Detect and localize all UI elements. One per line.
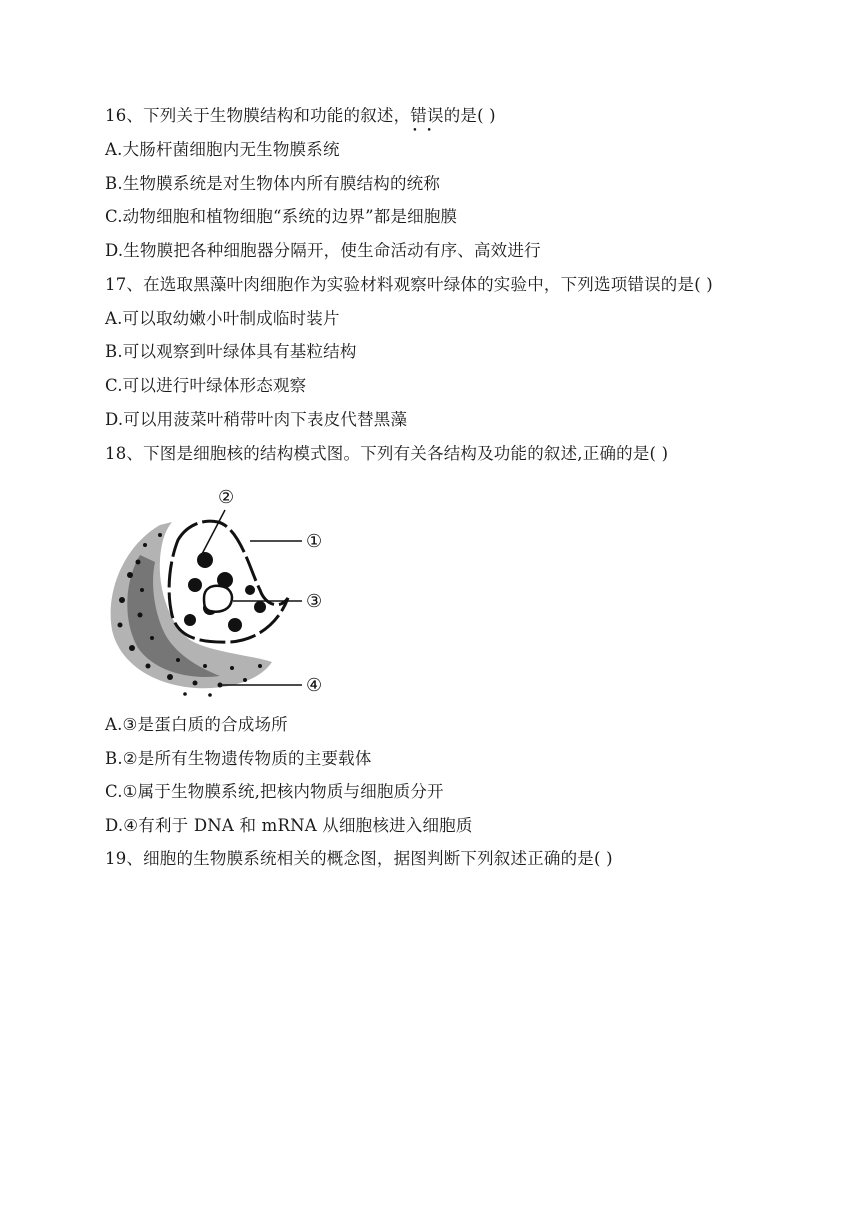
- question-18-option-a: A.③是蛋白质的合成场所: [105, 715, 288, 734]
- question-17-option-b: B.可以观察到叶绿体具有基粒结构: [105, 342, 357, 361]
- nucleolus: [204, 586, 232, 612]
- figure-label-2: ②: [218, 487, 235, 508]
- question-16-option-d: D.生物膜把各种细胞器分隔开，使生命活动有序、高效进行: [105, 241, 541, 260]
- nucleus-structure-figure: [100, 480, 340, 700]
- question-18-stem: 18、下图是细胞核的结构模式图。下列有关各结构及功能的叙述,正确的是( ): [105, 444, 669, 463]
- question-16-option-c: C.动物细胞和植物细胞“系统的边界”都是细胞膜: [105, 207, 458, 226]
- question-16-stem-part2: 的是( ): [443, 106, 496, 125]
- question-17-option-d: D.可以用菠菜叶稍带叶肉下表皮代替黑藻: [105, 410, 408, 429]
- question-16-emphasis: 错误 • •: [410, 106, 443, 125]
- figure-label-1: ①: [306, 531, 323, 552]
- figure-label-4: ④: [306, 675, 323, 696]
- question-16-option-a: A.大肠杆菌细胞内无生物膜系统: [105, 140, 340, 159]
- question-18-option-d: D.④有利于 DNA 和 mRNA 从细胞核进入细胞质: [105, 816, 473, 835]
- question-16-stem-part1: 16、下列关于生物膜结构和功能的叙述，: [105, 106, 411, 125]
- question-17-option-a: A.可以取幼嫩小叶制成临时装片: [105, 309, 340, 328]
- figure-label-3: ③: [306, 591, 323, 612]
- leader-line-2: [202, 510, 225, 554]
- question-18-option-b: B.②是所有生物遗传物质的主要载体: [105, 749, 372, 768]
- question-19-stem: 19、细胞的生物膜系统相关的概念图，据图判断下列叙述正确的是( ): [105, 849, 613, 868]
- question-16-option-b: B.生物膜系统是对生物体内所有膜结构的统称: [105, 174, 441, 193]
- question-17-option-c: C.可以进行叶绿体形态观察: [105, 376, 307, 395]
- question-16-stem: [105, 105, 496, 127]
- question-18-option-c: C.①属于生物膜系统,把核内物质与细胞质分开: [105, 782, 444, 801]
- cytoplasm-shading: [111, 522, 272, 688]
- question-17-stem: 17、在选取黑藻叶肉细胞作为实验材料观察叶绿体的实验中，下列选项错误的是( ): [105, 275, 713, 294]
